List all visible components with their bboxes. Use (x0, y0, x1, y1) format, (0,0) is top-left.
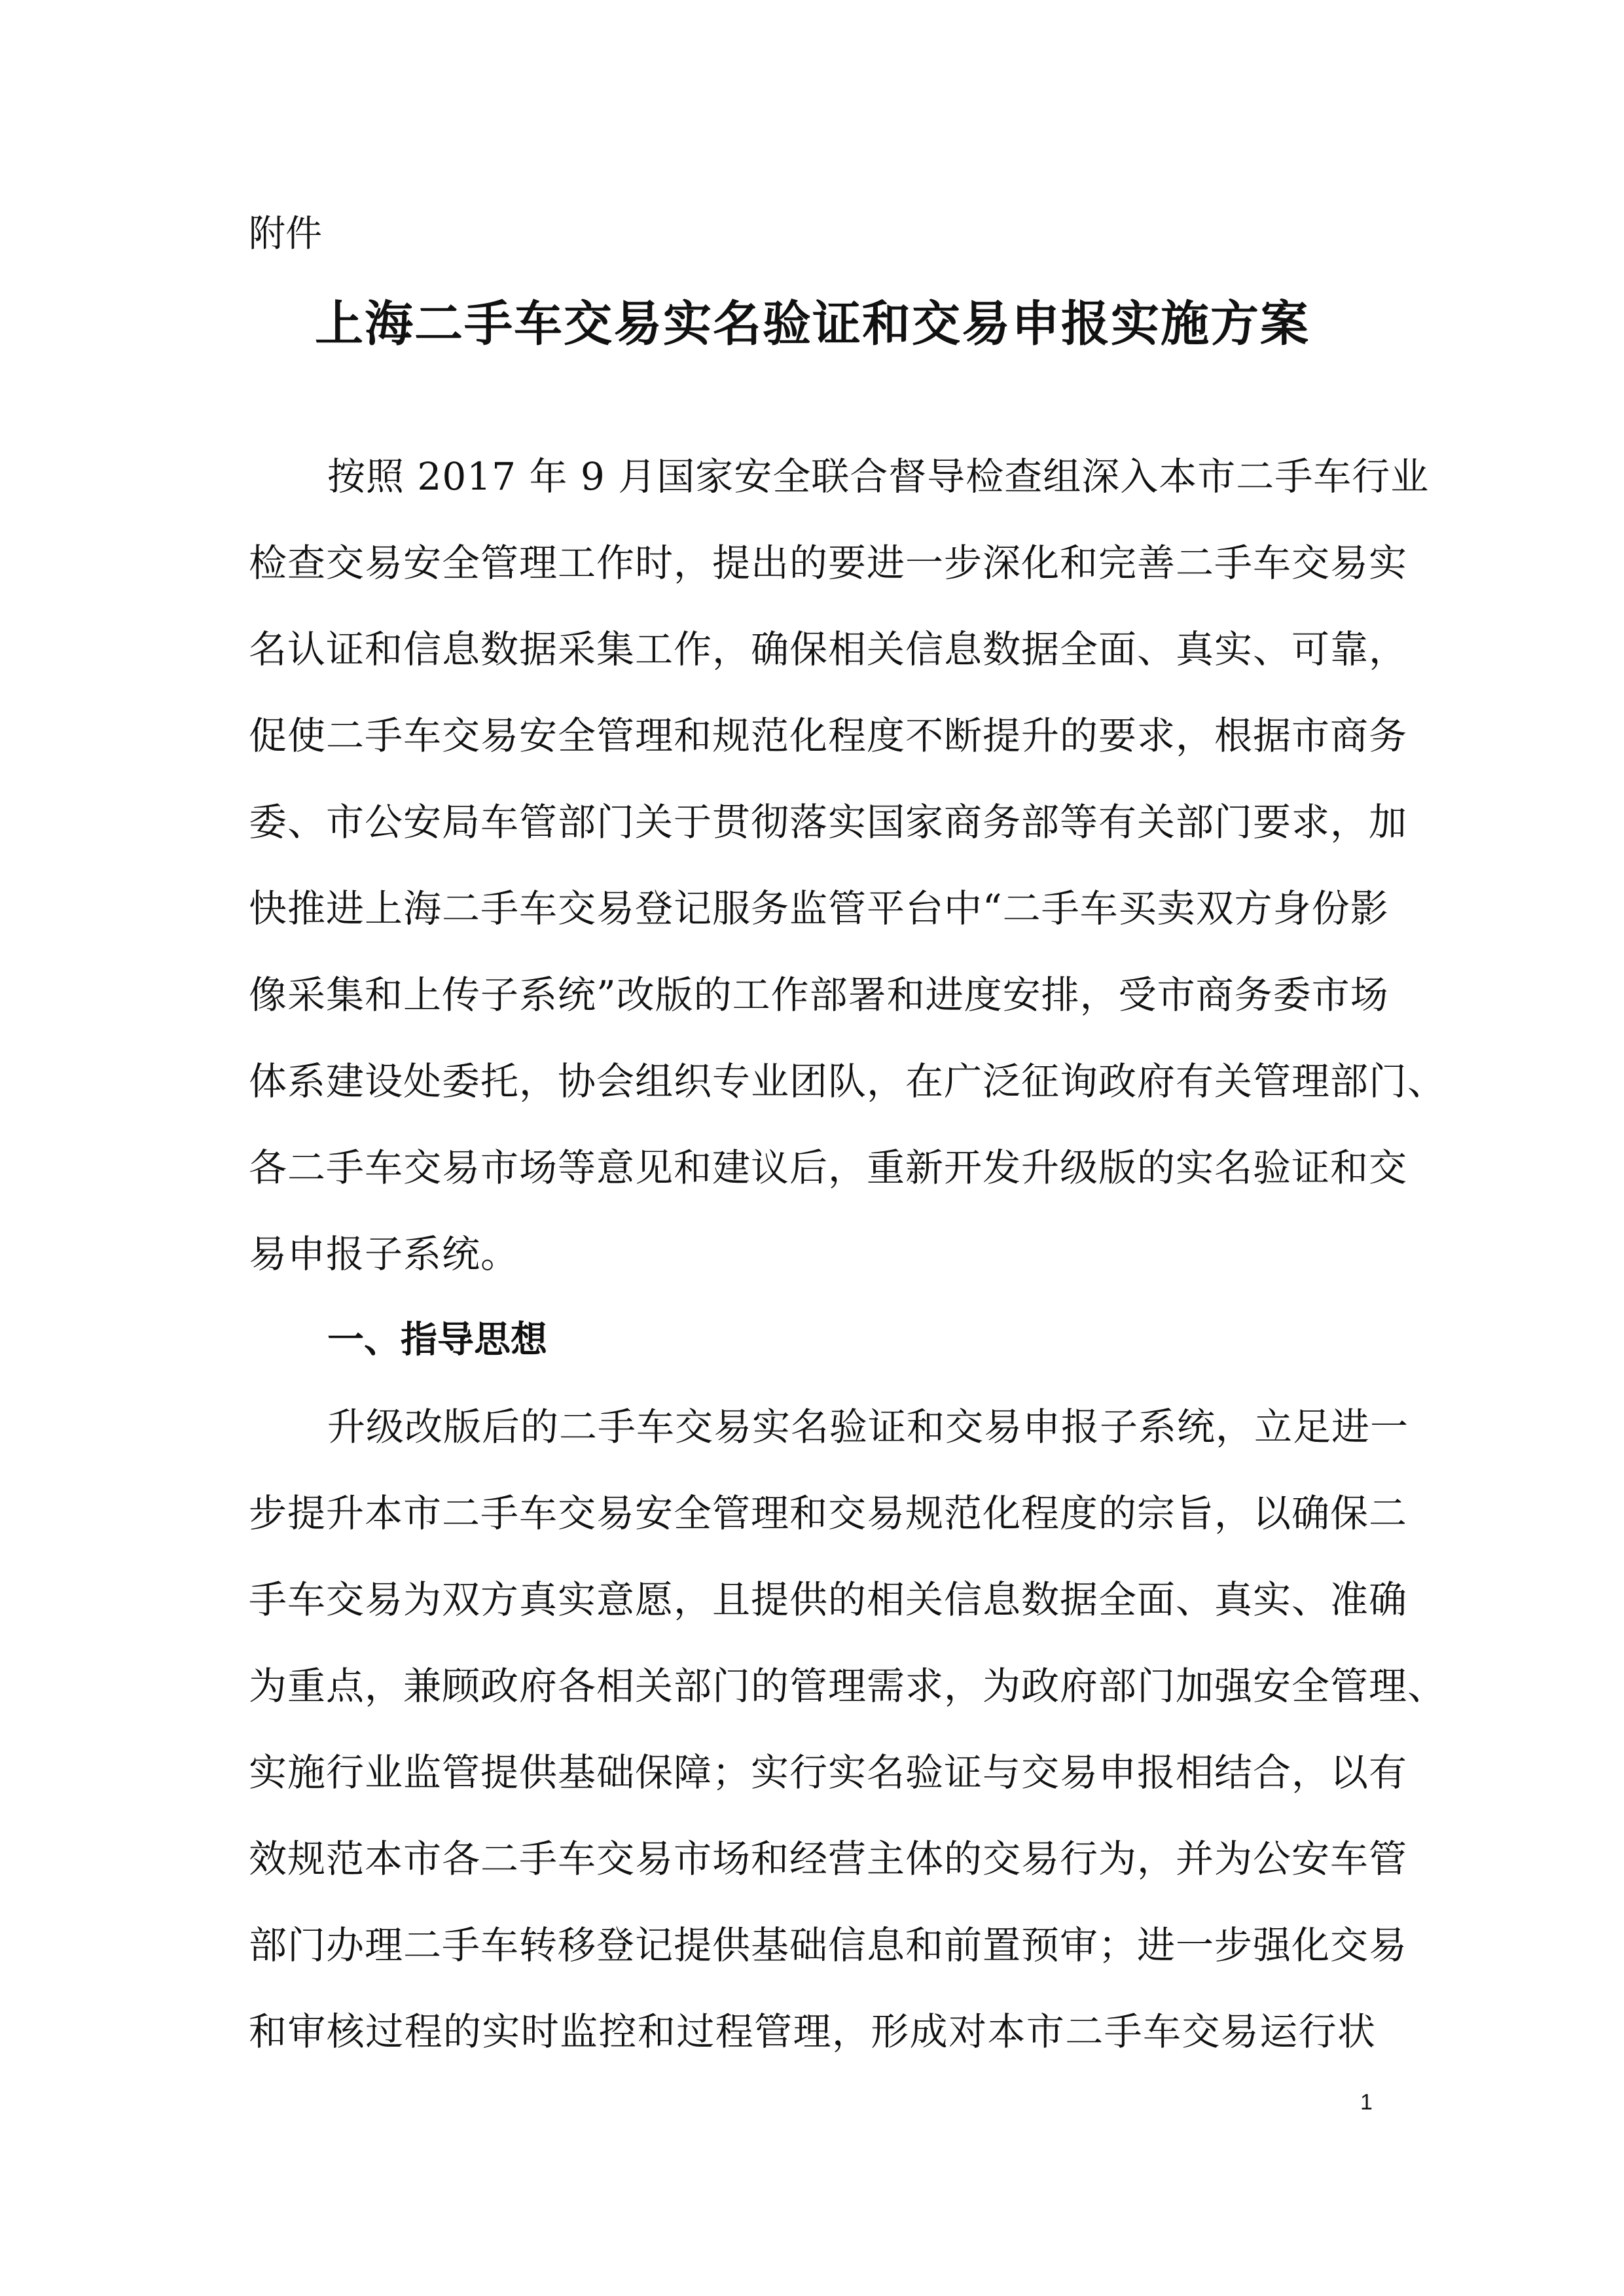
page-number: 1 (1360, 2090, 1373, 2115)
paragraph-line: 易申报子系统。 (249, 1232, 520, 1276)
attachment-label: 附件 (249, 213, 322, 255)
document-title: 上海二手车交易实名验证和交易申报实施方案 (315, 296, 1310, 352)
paragraph-line: 步提升本市二手车交易安全管理和交易规范化程度的宗旨，以确保二 (249, 1491, 1408, 1535)
paragraph-line: 快推进上海二手车交易登记服务监管平台中“二手车买卖双方身份影 (249, 886, 1389, 931)
paragraph-line: 名认证和信息数据采集工作，确保相关信息数据全面、真实、可靠， (249, 627, 1408, 672)
paragraph-line: 升级改版后的二手车交易实名验证和交易申报子系统，立足进一 (327, 1405, 1409, 1449)
paragraph-line: 委、市公安局车管部门关于贯彻落实国家商务部等有关部门要求，加 (249, 800, 1408, 844)
paragraph-line: 效规范本市各二手车交易市场和经营主体的交易行为，并为公安车管 (249, 1837, 1408, 1881)
paragraph-line: 为重点，兼顾政府各相关部门的管理需求，为政府部门加强安全管理、 (249, 1664, 1447, 1708)
section-heading: 一、指导思想 (327, 1319, 547, 1361)
paragraph-line: 部门办理二手车转移登记提供基础信息和前置预审；进一步强化交易 (249, 1923, 1408, 1967)
paragraph-line: 各二手车交易市场等意见和建议后，重新开发升级版的实名验证和交 (249, 1145, 1408, 1190)
paragraph-line: 按照 2017 年 9 月国家安全联合督导检查组深入本市二手车行业 (327, 454, 1430, 499)
paragraph-line: 实施行业监管提供基础保障；实行实名验证与交易申报相结合，以有 (249, 1750, 1408, 1795)
paragraph-line: 体系建设处委托，协会组织专业团队，在广泛征询政府有关管理部门、 (249, 1059, 1447, 1103)
paragraph-line: 促使二手车交易安全管理和规范化程度不断提升的要求，根据市商务 (249, 713, 1408, 758)
paragraph-line: 和审核过程的实时监控和过程管理，形成对本市二手车交易运行状 (249, 2009, 1376, 2054)
paragraph-line: 手车交易为双方真实意愿，且提供的相关信息数据全面、真实、准确 (249, 1577, 1408, 1622)
paragraph-line: 像采集和上传子系统”改版的工作部署和进度安排，受市商务委市场 (249, 973, 1389, 1017)
paragraph-line: 检查交易安全管理工作时，提出的要进一步深化和完善二手车交易实 (249, 541, 1408, 585)
